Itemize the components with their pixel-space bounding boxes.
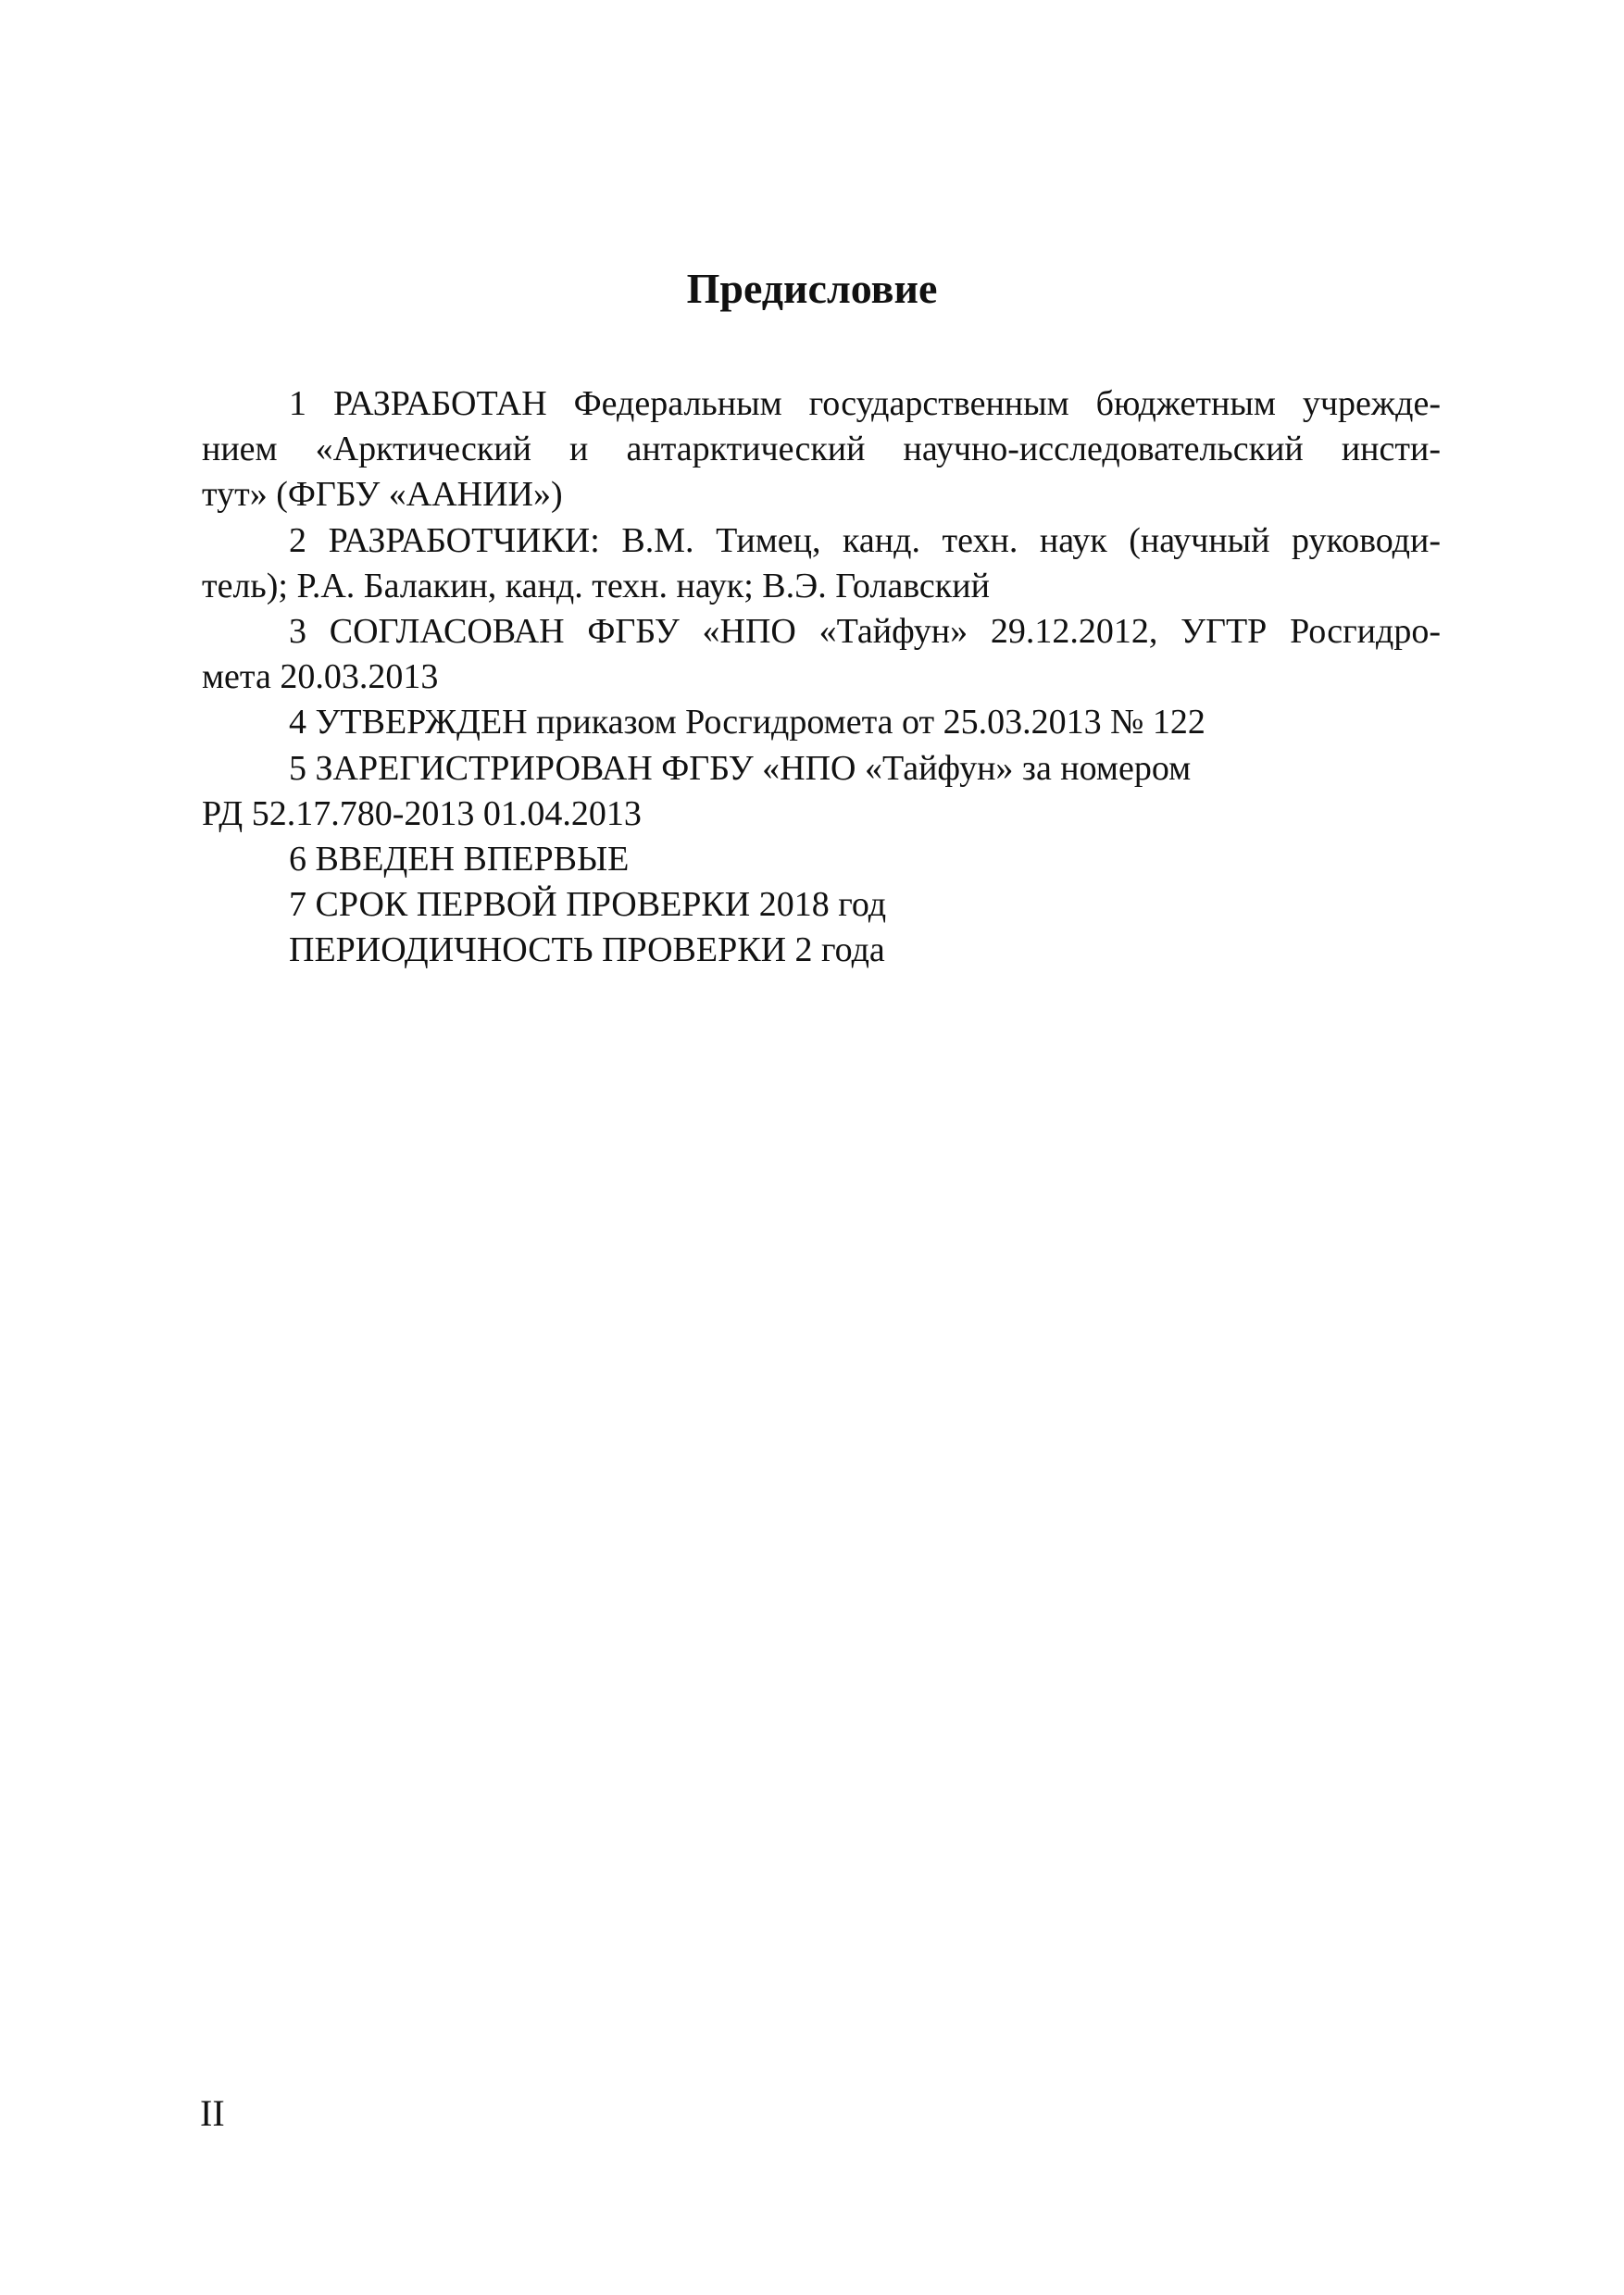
preface-item-check-period bbox=[202, 928, 1441, 973]
text-line: 2 РАЗРАБОТЧИКИ: В.М. Тимец, канд. техн. наук (научный руководи- bbox=[289, 520, 1441, 560]
text-line: 3 СОГЛАСОВАН ФГБУ «НПО «Тайфун» 29.12.2012, УГТР Росгидро- bbox=[289, 612, 1441, 652]
text-line: нием «Арктический и антарктический научно-исследовательский инсти- bbox=[202, 430, 1441, 469]
text-line: 6 ВВЕДЕН ВПЕРВЫЕ bbox=[289, 840, 630, 879]
text-line: 4 УТВЕРЖДЕН приказом Росгидромета от 25.03.2013 № 122 bbox=[289, 703, 1206, 742]
text-line: РД 52.17.780-2013 01.04.2013 bbox=[202, 793, 642, 833]
text-line: тель); Р.А. Балакин, канд. техн. наук; В.Э. Голавский bbox=[202, 566, 990, 605]
page-number: II bbox=[200, 2092, 225, 2134]
preface-item-introduced bbox=[202, 837, 1441, 882]
text-line: 1 РАЗРАБОТАН Федеральным государственным бюджетным учрежде- bbox=[289, 384, 1441, 423]
preface-item-first-check bbox=[202, 882, 1441, 928]
text-line: ПЕРИОДИЧНОСТЬ ПРОВЕРКИ 2 года bbox=[289, 930, 885, 970]
preface-item-approved bbox=[202, 700, 1441, 745]
text-line: тут» (ФГБУ «ААНИИ») bbox=[202, 475, 563, 515]
preface-item-agreed bbox=[202, 609, 1441, 700]
preface-list bbox=[202, 381, 1441, 974]
text-line: мета 20.03.2013 bbox=[202, 657, 439, 697]
page-title: Предисловие bbox=[686, 265, 938, 312]
preface-item-developed bbox=[202, 381, 1441, 518]
preface-item-registered bbox=[202, 746, 1441, 837]
text-line: 7 СРОК ПЕРВОЙ ПРОВЕРКИ 2018 год bbox=[289, 885, 887, 925]
text-line: 5 ЗАРЕГИСТРИРОВАН ФГБУ «НПО «Тайфун» за номером bbox=[289, 748, 1192, 788]
preface-item-developers bbox=[202, 518, 1441, 609]
